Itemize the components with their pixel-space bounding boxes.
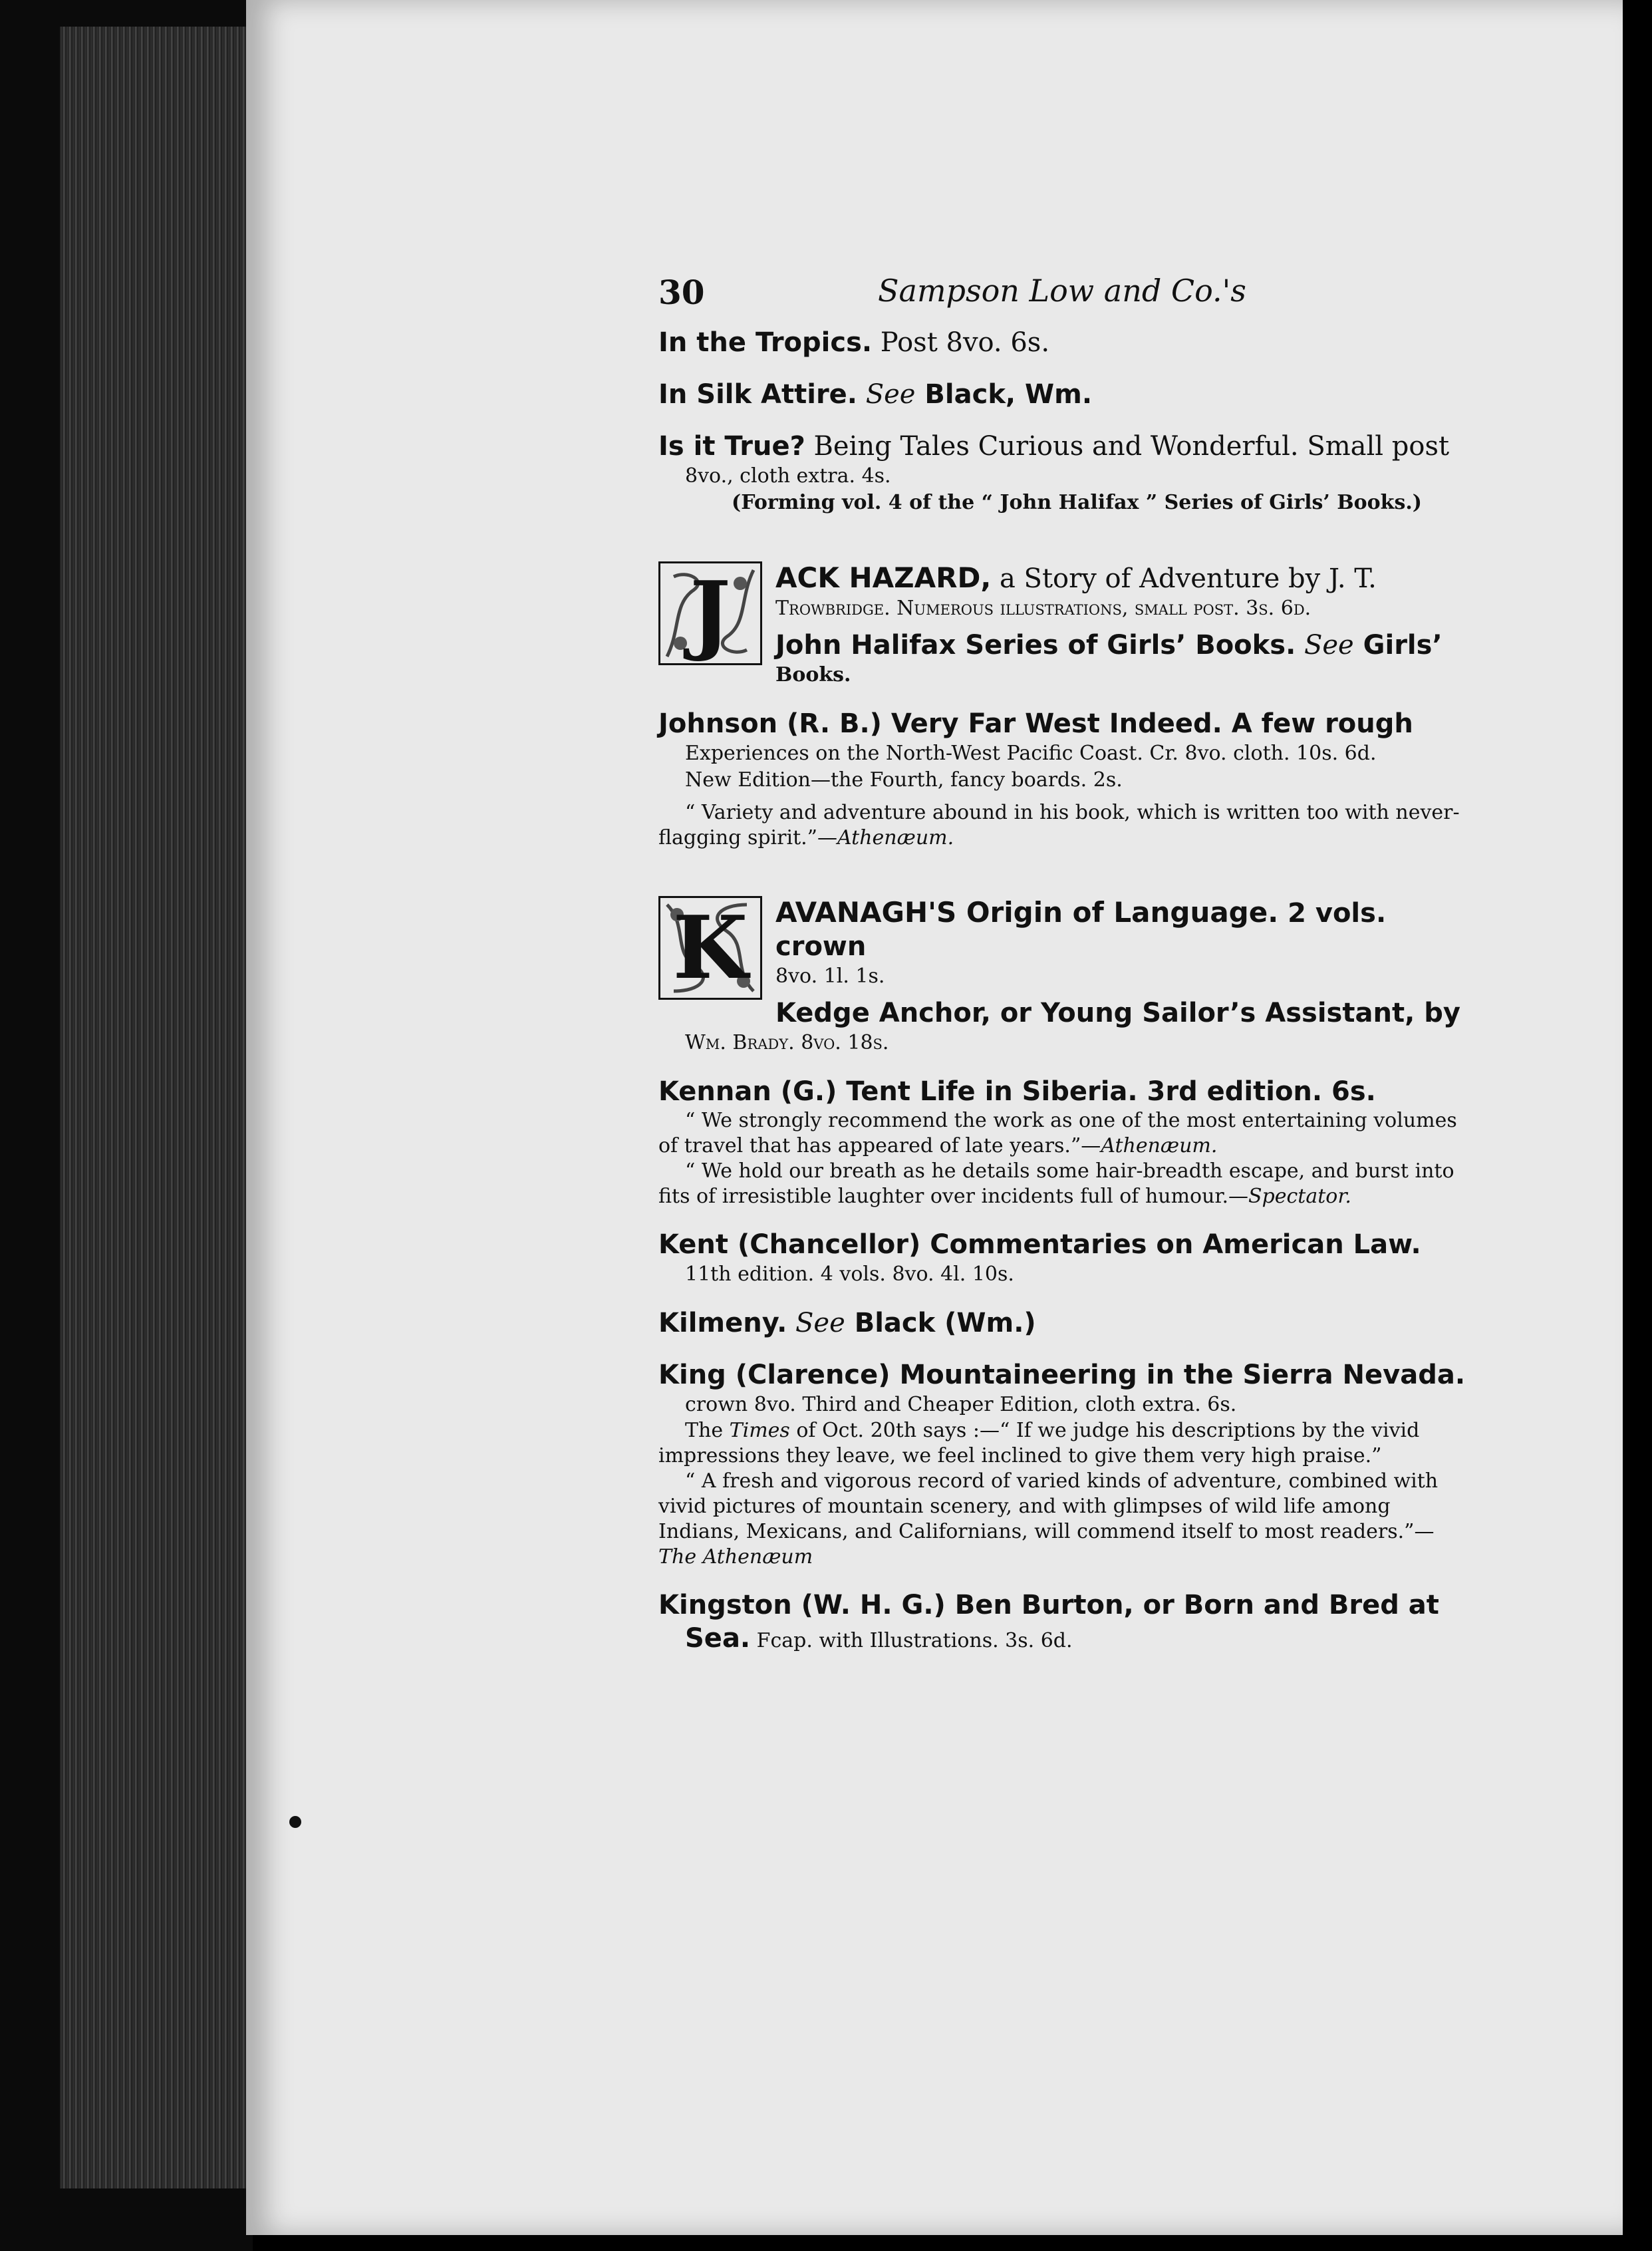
entry-title: King (Clarence) Mountaineering in the Sierra Nevada. [658, 1360, 1466, 1390]
entry-title: Is it True? [658, 431, 805, 462]
page-edges [60, 27, 246, 2188]
quote-source: Spectator. [1248, 1185, 1351, 1208]
see-reference: See [865, 379, 916, 410]
initial-letter: J [690, 562, 731, 664]
entry-line2: Books. [775, 663, 851, 686]
running-title: Sampson Low and Co.'s [878, 273, 1246, 309]
entry-line2: Trowbridge. Numerous illustrations, small post. 3s. 6d. [775, 597, 1311, 620]
page-content [658, 273, 1470, 1674]
entry-line2: 8vo., cloth extra. 4s. [685, 464, 891, 488]
initial-letter: K [672, 897, 748, 998]
entry-kent [658, 1228, 1470, 1288]
entry-line2: 8vo. 1l. 1s. [775, 965, 885, 988]
entry-title: Kingston (W. H. G.) Ben Burton, or Born and Bred at [658, 1590, 1439, 1620]
entry-title-cont: Sea. [685, 1623, 751, 1654]
section-k [658, 896, 1470, 1056]
quote-text: “ Variety and adventure abound in his book, which is written too with never-flagging spirit.”— [658, 801, 1460, 849]
entry-kennan [658, 1075, 1470, 1209]
quote-source: Times [729, 1419, 790, 1442]
quote-source: Athenæum. [1101, 1134, 1218, 1157]
entry-line2: 11th edition. 4 vols. 8vo. 4l. 10s. [685, 1263, 1014, 1286]
entry-kingston [658, 1588, 1470, 1655]
scan-mark [289, 1816, 301, 1828]
entry-details: A few rough [1222, 708, 1413, 739]
entry-line2: Wm. Brady. 8vo. 18s. [685, 1031, 889, 1054]
quote-source: Athenæum. [837, 826, 954, 849]
see-reference: See [795, 1308, 845, 1338]
quote-text: The [685, 1419, 730, 1442]
entry-king [658, 1358, 1470, 1570]
entry-title: Kilmeny. [658, 1308, 787, 1338]
ornamental-initial-k [658, 896, 762, 1000]
review-quote [658, 1159, 1470, 1209]
entry-title: AVANAGH'S Origin of Language. [775, 896, 1279, 929]
entry-line2: Experiences on the North-West Pacific Coast. Cr. 8vo. cloth. 10s. 6d. [685, 742, 1377, 765]
quote-text: of Oct. 20th says :—“ If we judge his descriptions by the vivid impressions they leave, we feel inclined to give them very high praise.” [658, 1419, 1420, 1467]
quote-source: The Athenæum [658, 1545, 813, 1569]
ornamental-initial-j [658, 561, 762, 665]
entry-is-it-true [658, 430, 1470, 516]
quote-text: “ A fresh and vigorous record of varied kinds of adventure, combined with vivid pictures of mountain scenery, and with glimpses of wild life among Indians, Mexicans, and Californians, will commend itself to most readers.”— [658, 1469, 1439, 1543]
entry-details: by [1415, 998, 1460, 1028]
entry-title: Kedge Anchor, or Young Sailor’s Assistant, [775, 998, 1415, 1028]
entry-title: ACK HAZARD, [775, 561, 992, 594]
entry-details: Post 8vo. 6s. [872, 327, 1050, 358]
entry-details: a Story of Adventure by J. T. [991, 563, 1377, 594]
entry-details: Black, Wm. [915, 379, 1093, 410]
quote-text: “ We hold our breath as he details some hair-breadth escape, and burst into fits of irresistible laughter over incidents full of humour.— [658, 1159, 1454, 1208]
entry-title: In Silk Attire. [658, 379, 858, 410]
review-quote [658, 1418, 1470, 1469]
entry-title: Johnson (R. B.) Very Far West Indeed. [658, 708, 1222, 739]
entry-details: Girls’ [1353, 630, 1443, 661]
entry-title: Kennan (G.) Tent Life in Siberia. [658, 1076, 1138, 1107]
scan-border [1623, 0, 1652, 2251]
entry-title: In the Tropics. [658, 327, 873, 358]
entry-details: Fcap. with Illustrations. 3s. 6d. [750, 1629, 1073, 1652]
page-number: 30 [658, 273, 705, 312]
page-header [658, 273, 1470, 326]
entry-line2: crown 8vo. Third and Cheaper Edition, cloth extra. 6s. [685, 1393, 1237, 1416]
see-reference: See [1304, 630, 1354, 661]
entry-details: Being Tales Curious and Wonderful. Small post [805, 431, 1450, 462]
review-quote [658, 800, 1470, 851]
entry-details: Black (Wm.) [845, 1308, 1036, 1338]
quote-text: “ We strongly recommend the work as one of the most entertaining volumes of travel that has appeared of late years.”— [658, 1109, 1457, 1157]
section-j [658, 561, 1470, 688]
entry-in-silk-attire [658, 378, 1470, 411]
entry-note: (Forming vol. 4 of the “ John Halifax ” Series of Girls’ Books.) [732, 491, 1422, 514]
entry-title: John Halifax Series of Girls’ Books. [775, 630, 1296, 661]
review-quote [658, 1108, 1470, 1159]
review-quote [658, 1469, 1470, 1570]
entry-details: 2 vols. crown [775, 898, 1387, 962]
entry-title: Kent (Chancellor) Commentaries on American Law. [658, 1229, 1421, 1260]
entry-in-the-tropics [658, 326, 1470, 359]
entry-kilmeny [658, 1306, 1470, 1340]
entry-details: 3rd edition. 6s. [1137, 1076, 1376, 1107]
entry-line3: New Edition—the Fourth, fancy boards. 2s. [685, 768, 1123, 792]
entry-johnson [658, 707, 1470, 851]
